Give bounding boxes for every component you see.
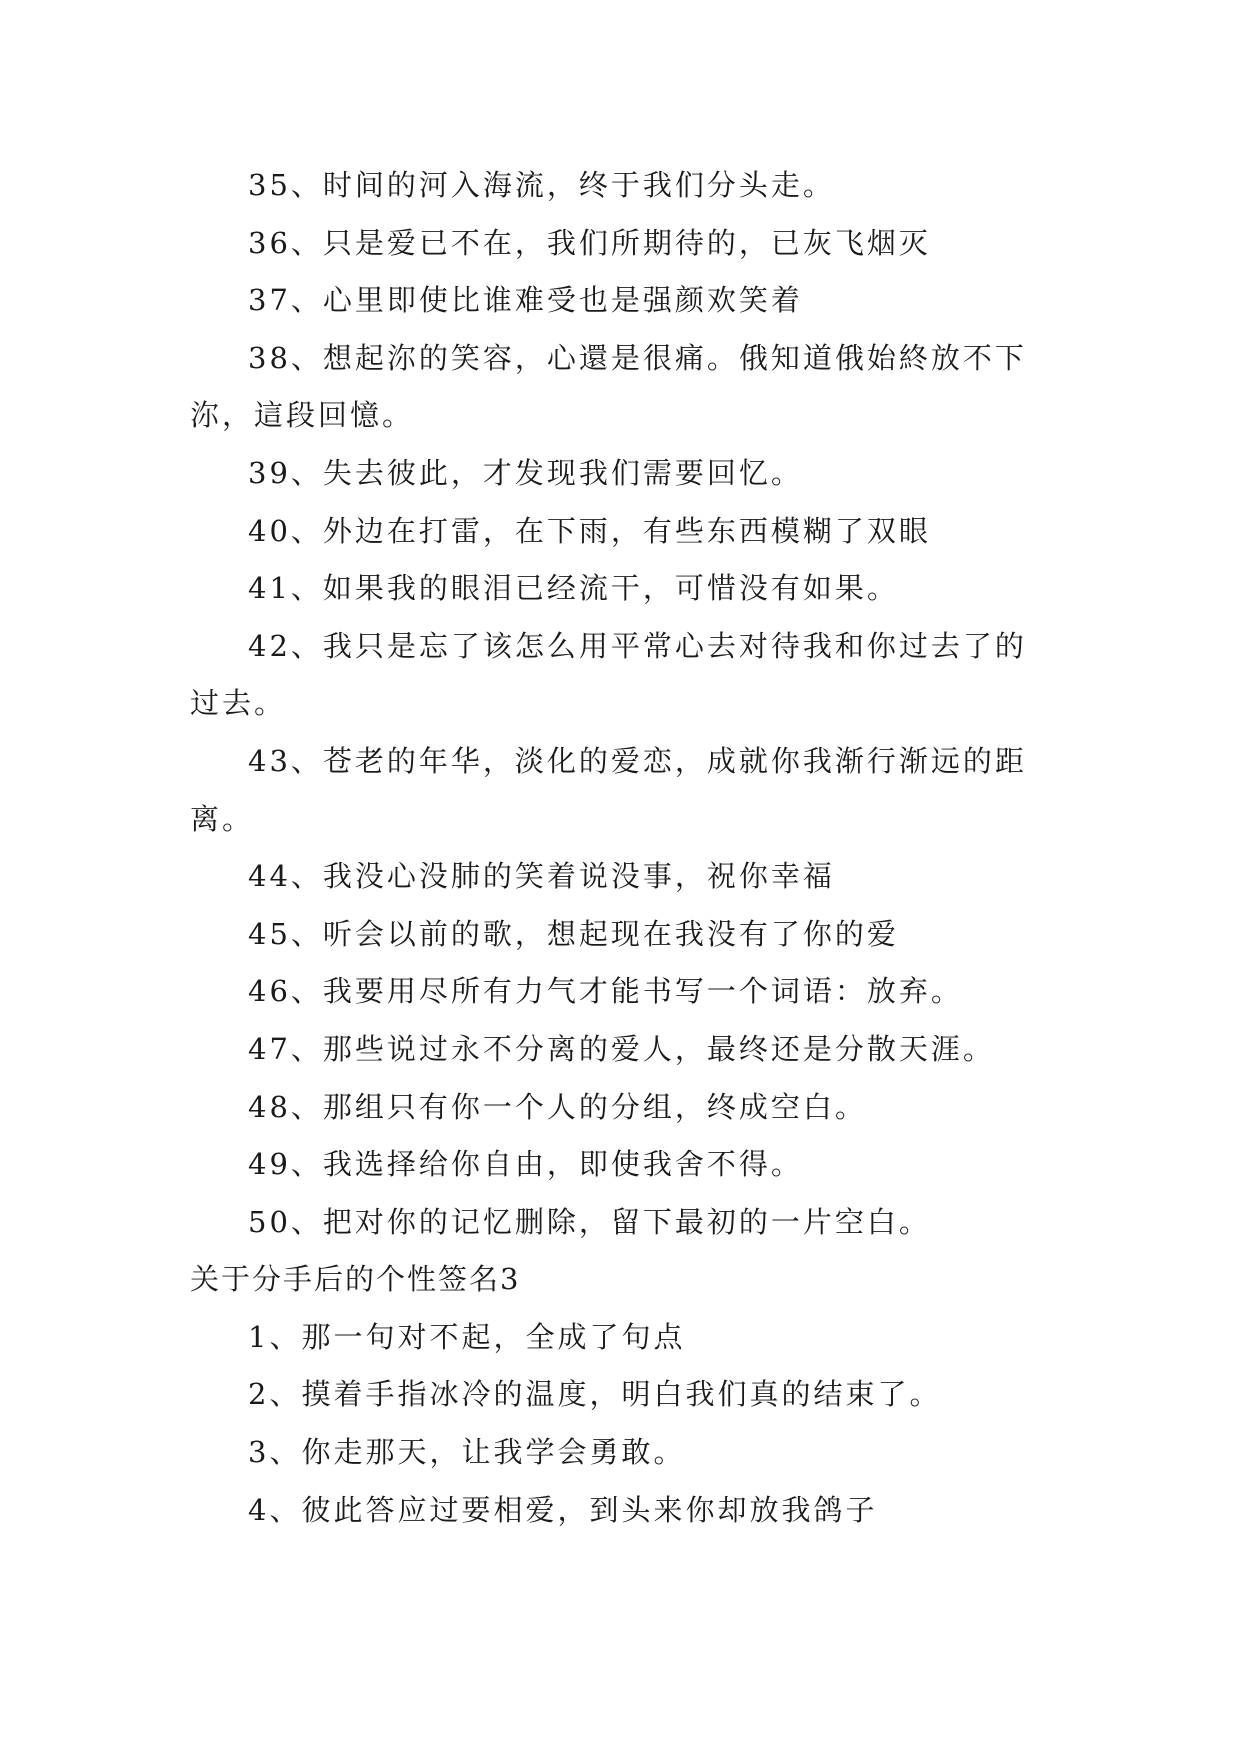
signature-item-36: 36、只是爱已不在，我们所期待的，已灰飞烟灭 (248, 225, 931, 260)
signature-item-41: 41、如果我的眼泪已经流干，可惜没有如果。 (248, 571, 899, 606)
signature-item-40: 40、外边在打雷，在下雨，有些东西模糊了双眼 (248, 513, 931, 548)
section-heading: 关于分手后的个性签名3 (190, 1262, 521, 1297)
signature-item-44: 44、我没心没肺的笑着说没事，祝你幸福 (248, 859, 835, 894)
signature-item-35: 35、时间的河入海流，终于我们分头走。 (248, 168, 835, 202)
signature-item-4: 4、彼此答应过要相爱，到头来你却放我鸽子 (248, 1492, 878, 1527)
signature-item-46: 46、我要用尽所有力气才能书写一个词语：放弃。 (248, 974, 963, 1009)
signature-item-42: 42、我只是忘了该怎么用平常心去对待我和你过去了的过去。 (190, 628, 1027, 721)
signature-item-39: 39、失去彼此，才发现我们需要回忆。 (248, 455, 803, 490)
signature-item-1: 1、那一句对不起，全成了句点 (248, 1319, 686, 1354)
signature-item-2: 2、摸着手指冰冷的温度，明白我们真的结束了。 (248, 1377, 942, 1412)
signature-item-47: 47、那些说过永不分离的爱人，最终还是分散天涯。 (248, 1031, 995, 1066)
signature-item-50: 50、把对你的记忆删除，留下最初的一片空白。 (248, 1204, 931, 1239)
signature-item-43: 43、苍老的年华，淡化的爱恋，成就你我渐行渐远的距离。 (190, 743, 1027, 836)
signature-item-38: 38、想起沵的笑容，心還是很痛。俄知道俄始終放不下沵，這段回憶。 (190, 340, 1027, 433)
document-body (190, 157, 1058, 1539)
signature-item-48: 48、那组只有你一个人的分组，终成空白。 (248, 1089, 867, 1124)
signature-item-37: 37、心里即使比谁难受也是强颜欢笑着 (248, 283, 803, 318)
signature-item-49: 49、我选择给你自由，即使我舍不得。 (248, 1147, 803, 1182)
signature-item-45: 45、听会以前的歌，想起现在我没有了你的爱 (248, 916, 899, 951)
signature-item-3: 3、你走那天，让我学会勇敢。 (248, 1435, 686, 1470)
